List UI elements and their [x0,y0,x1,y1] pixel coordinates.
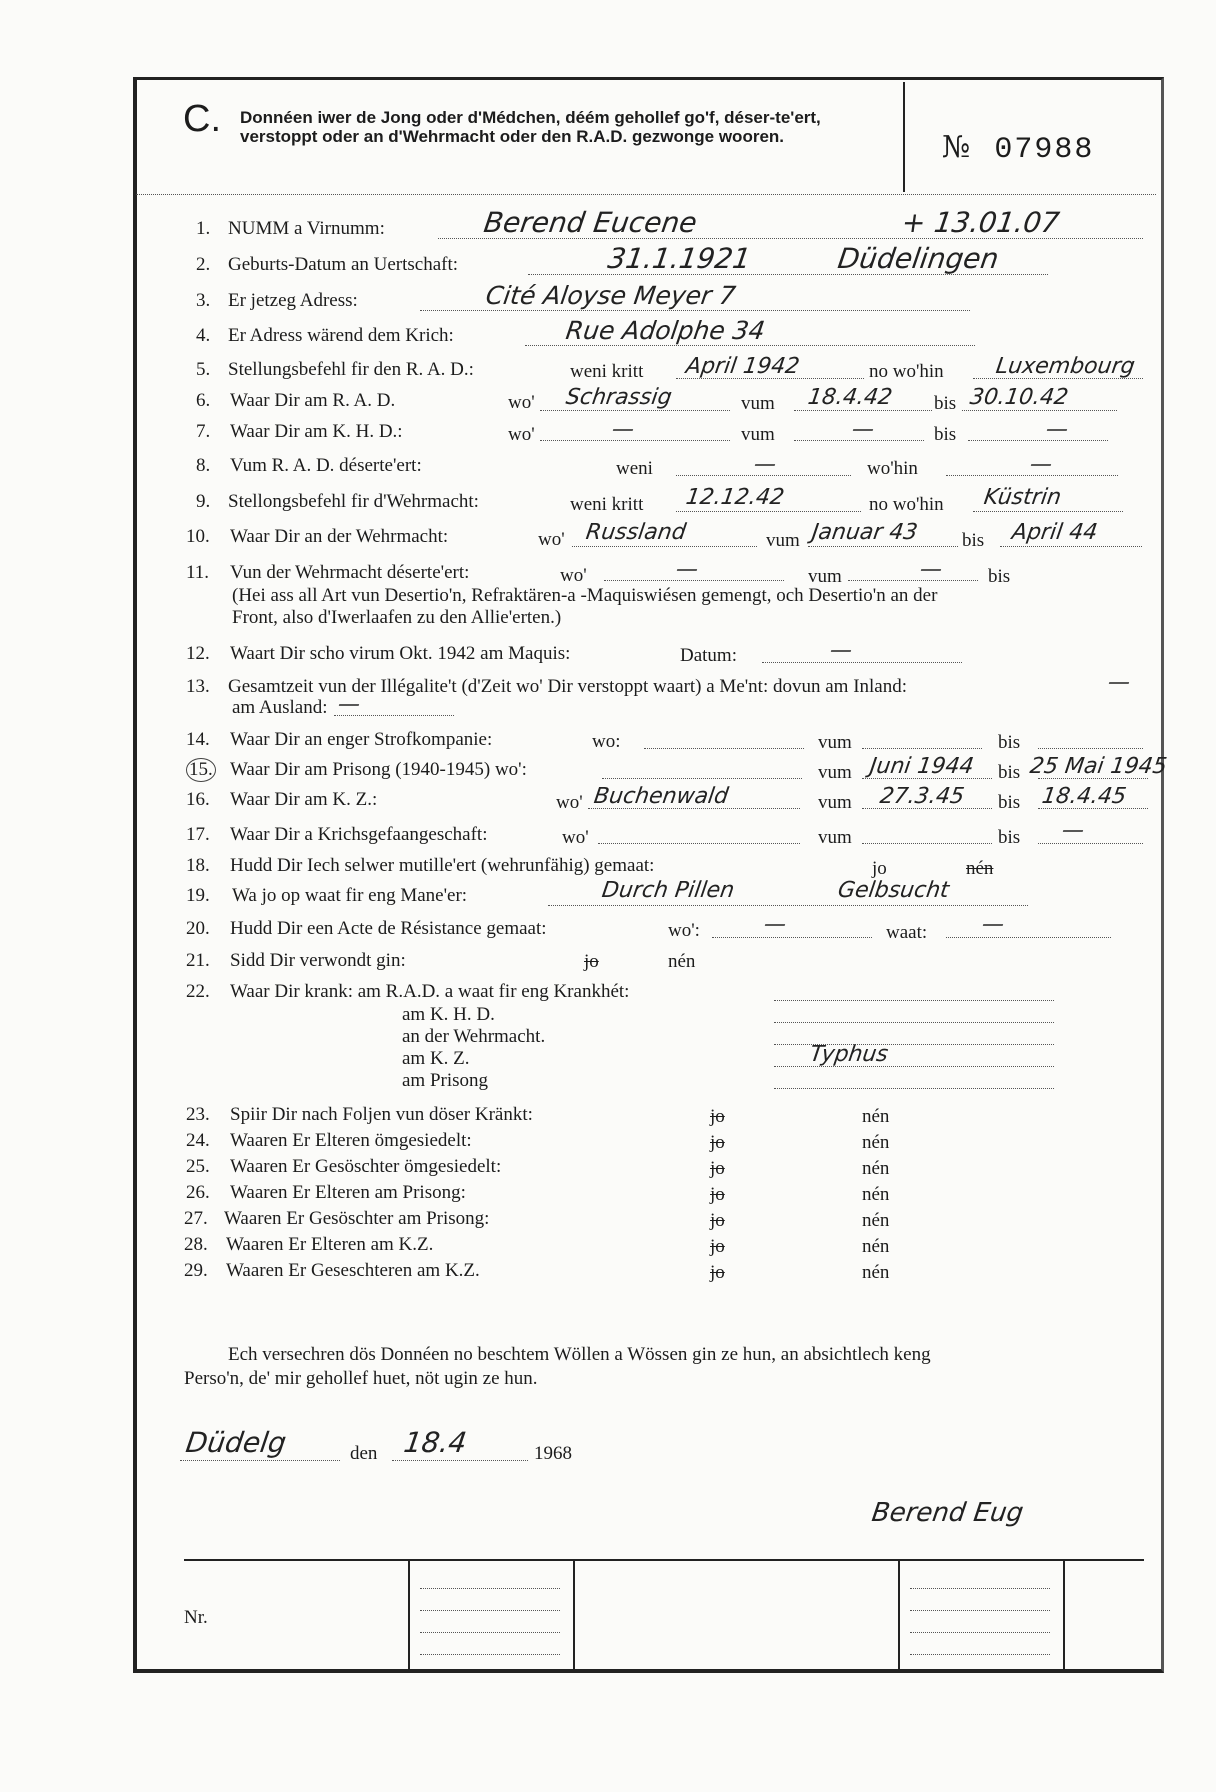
row-10-label: Waar Dir an der Wehrmacht: [230,526,449,547]
row-24-jo: jo [710,1132,725,1153]
row-6-to: 30.10.42 [968,385,1070,410]
row-6-where: Schrassig [564,385,674,410]
row-11-num: 11. [186,562,210,583]
form-title: Donnéen iwer de Jong oder d'Médchen, déém gehollef go'f, déser-te'ert, verstoppt oder an d'Wehrmacht oder den R.A.D. gezwonge wooren. [240,108,821,146]
row-15-where-line [602,778,802,779]
row-20-num: 20. [186,918,210,939]
row-11-from-dash: — [918,557,944,582]
row-14-from-line [862,748,982,749]
row-10-to: April 44 [1010,520,1100,545]
row-13-num: 13. [186,676,210,697]
row-10-vum: vum [766,530,800,551]
row-14-to-line [1038,748,1143,749]
row-5-where: Luxembourg [994,354,1137,379]
row-11-where-dash: — [674,557,700,582]
row-6-vum: vum [741,393,775,414]
row-7-where-dash: — [610,417,636,442]
row-15-label: Waar Dir am Prisong (1940-1945) wo': [230,759,527,780]
row-4-address: Rue Adolphe 34 [564,316,767,345]
row-19-label: Wa jo op waat fir eng Mane'er: [232,885,468,906]
row-6-from: 18.4.42 [806,385,894,410]
row-27-label: Waaren Er Gesöschter am Prisong: [224,1208,490,1229]
row-1-label: NUMM a Virnumm: [228,218,385,239]
row-23-label: Spiir Dir nach Foljen vun döser Kränkt: [230,1104,533,1125]
row-16-bis: bis [998,792,1021,813]
row-19-method: Durch Pillen [600,878,736,903]
row-17-wo: wo' [562,827,589,848]
row-25-nen: nén [862,1158,890,1179]
row-9-num: 9. [196,491,211,512]
row-21-nen: nén [668,951,696,972]
row-9-weni: weni kritt [570,494,644,515]
row-22-sub-khd: am K. H. D. [402,1004,495,1025]
row-7-where-line [540,440,730,441]
row-7-to-line [968,440,1108,441]
row-1-name: Berend Eucene [481,206,700,239]
row-17-vum: vum [818,827,852,848]
row-26-label: Waaren Er Elteren am Prisong: [230,1182,466,1203]
row-7-label: Waar Dir am K. H. D.: [230,421,403,442]
row-22-khd-line [774,1022,1054,1023]
row-26-nen: nén [862,1184,890,1205]
row-28-nen: nén [862,1236,890,1257]
row-24-label: Waaren Er Elteren ömgesiedelt: [230,1130,472,1151]
signature: Berend Eug [869,1498,1026,1528]
footer-dots-b2 [910,1610,1050,1611]
row-26-num: 26. [186,1182,210,1203]
row-12-datum: Datum: [680,645,737,666]
row-8-label: Vum R. A. D. déserte'ert: [230,455,422,476]
row-10-bis: bis [962,530,985,551]
footer-col-2 [573,1561,575,1670]
row-7-from-dash: — [850,417,876,442]
row-20-waat-line [946,937,1111,938]
row-8-when-dash: — [752,452,778,477]
footer-col-4 [1063,1561,1065,1670]
declaration-line-1: Ech versechren dös Donnéen no beschtem Wöllen a Wössen gin ze hun, an absichtlech keng [228,1344,931,1365]
row-18-num: 18. [186,855,210,876]
row-5-weni: weni kritt [570,361,644,382]
row-16-num: 16. [186,789,210,810]
row-18-label: Hudd Dir Iech selwer mutille'ert (wehrunfähig) gemaat: [230,855,655,876]
row-9-when: 12.12.42 [684,485,786,510]
row-19-num: 19. [186,885,210,906]
row-17-from-line [862,843,992,844]
footer-dots-a1 [420,1588,560,1589]
row-10-num: 10. [186,526,210,547]
footer-dots-a2 [420,1610,560,1611]
row-10-from: Januar 43 [810,520,920,545]
row-22-sub-prisong: am Prisong [402,1070,489,1091]
row-11-vum: vum [808,566,842,587]
row-2-birth-place: Düdelingen [835,242,1001,275]
row-12-line [762,662,962,663]
form-number [942,130,1094,167]
place-line [180,1460,340,1461]
row-29-nen: nén [862,1262,890,1283]
footer-dots-a4 [420,1654,560,1655]
row-11-note-1: (Hei ass all Art vun Desertio'n, Refraktären-a -Maquiswiésen gemengt, och Desertio'n an der [232,585,938,606]
declaration-line-2: Perso'n, de' mir gehollef huet, nöt ugin ze hun. [184,1368,538,1389]
row-17-where-line [598,843,800,844]
row-17-to-dash: — [1060,818,1086,843]
row-27-num: 27. [184,1208,208,1229]
row-2-label: Geburts-Datum an Uertschaft: [228,254,459,275]
date-line [392,1460,528,1461]
row-5-num: 5. [196,359,211,380]
row-7-to-dash: — [1044,417,1070,442]
row-27-nen: nén [862,1210,890,1231]
row-28-jo: jo [710,1236,725,1257]
row-4-num: 4. [196,325,211,346]
row-29-jo: jo [710,1262,725,1283]
row-22-num: 22. [186,981,210,1002]
row-10-where: Russland [584,520,688,545]
row-22-kz-illness: Typhus [808,1042,890,1067]
row-11-wo: wo' [560,565,587,586]
row-15-num-circle: 15. [186,758,216,782]
row-29-num: 29. [184,1260,208,1281]
row-11-from-line [848,580,978,581]
footer-dots-b4 [910,1654,1050,1655]
signature-place: Düdelg [183,1426,289,1459]
row-21-jo: jo [584,951,599,972]
footer-col-3 [898,1561,900,1670]
row-14-wo: wo: [592,731,621,752]
row-22-rad-line [774,1000,1054,1001]
row-7-bis: bis [934,424,957,445]
row-15-bis: bis [998,762,1021,783]
row-1-num: 1. [196,218,211,239]
row-16-vum: vum [818,792,852,813]
row-14-where-line [644,748,804,749]
row-6-label: Waar Dir am R. A. D. [230,390,396,411]
row-7-num: 7. [196,421,211,442]
row-14-vum: vum [818,732,852,753]
row-25-jo: jo [710,1158,725,1179]
row-13-inland-dash: — [1106,670,1132,695]
row-22-sub-kz: am K. Z. [402,1048,470,1069]
row-18-nen: nén [966,858,994,879]
row-11-label: Vun der Wehrmacht déserte'ert: [230,562,470,583]
row-8-where-dash: — [1028,452,1054,477]
header-divider [903,82,905,192]
row-15-num [186,758,216,782]
row-11-bis: bis [988,566,1011,587]
row-28-label: Waaren Er Elteren am K.Z. [226,1234,434,1255]
row-9-label: Stellongsbefehl fir d'Wehrmacht: [228,491,479,512]
row-21-num: 21. [186,950,210,971]
row-20-waat: waat: [886,922,928,943]
row-14-bis: bis [998,732,1021,753]
row-3-label: Er jetzeg Adress: [228,290,358,311]
row-16-from: 27.3.45 [878,784,966,809]
row-23-jo: jo [710,1106,725,1127]
header-separator [136,194,1156,195]
row-5-when: April 1942 [684,354,802,379]
row-24-num: 24. [186,1130,210,1151]
row-23-num: 23. [186,1104,210,1125]
row-12-label: Waart Dir scho virum Okt. 1942 am Maquis: [230,643,571,664]
section-letter: C. [183,98,221,140]
footer-dots-b3 [910,1632,1050,1633]
signature-date: 18.4 [401,1426,469,1459]
row-20-waat-dash: — [980,912,1006,937]
row-21-label: Sidd Dir verwondt gin: [230,950,406,971]
den-label: den [350,1443,378,1464]
row-16-where: Buchenwald [592,784,730,809]
form-number-value: 07988 [994,133,1095,167]
footer-col-1 [408,1561,410,1670]
row-5-label: Stellungsbefehl fir den R. A. D.: [228,359,474,380]
row-29-label: Waaren Er Geseschteren am K.Z. [226,1260,480,1281]
row-14-label: Waar Dir an enger Strofkompanie: [230,729,493,750]
row-6-wo: wo' [508,392,535,413]
row-3-address: Cité Aloyse Meyer 7 [484,281,738,310]
number-symbol: № [942,130,973,165]
row-17-bis: bis [998,827,1021,848]
row-20-where-line [712,937,872,938]
row-25-num: 25. [186,1156,210,1177]
row-15-vum: vum [818,762,852,783]
footer-dots-b1 [910,1588,1050,1589]
year-label: 1968 [534,1443,572,1464]
row-8-wohin: wo'hin [867,458,918,479]
row-22-sub-wehrmacht: an der Wehrmacht. [402,1026,546,1047]
row-15-from: Juni 1944 [868,754,976,779]
row-4-label: Er Adress wärend dem Krich: [228,325,454,346]
row-7-wo: wo' [508,424,535,445]
row-17-label: Waar Dir a Krichsgefaangeschaft: [230,824,488,845]
row-2-birth-date: 31.1.1921 [605,242,753,275]
row-17-num: 17. [186,824,210,845]
row-1-death-date: + 13.01.07 [899,206,1062,239]
row-20-label: Hudd Dir een Acte de Résistance gemaat: [230,918,547,939]
row-13-ausland-dash: — [336,692,362,717]
row-6-num: 6. [196,390,211,411]
row-8-weni: weni [616,458,653,479]
row-7-vum: vum [741,424,775,445]
row-18-jo: jo [872,858,887,879]
row-13-label-2: am Ausland: [232,697,328,718]
row-23-nen: nén [862,1106,890,1127]
row-3-num: 3. [196,290,211,311]
row-26-jo: jo [710,1184,725,1205]
row-16-to: 18.4.45 [1040,784,1128,809]
row-22-prisong-line [774,1088,1054,1089]
row-12-dash: — [828,638,854,663]
row-9-where: Küstrin [982,485,1063,510]
row-12-num: 12. [186,643,210,664]
row-16-wo: wo' [556,792,583,813]
row-10-wo: wo' [538,529,565,550]
row-13-label: Gesamtzeit vun der Illégalite't (d'Zeit wo' Dir verstoppt waart) a Me'nt: dovun am Inland: [228,676,908,697]
row-20-wo: wo': [668,920,700,941]
row-27-jo: jo [710,1210,725,1231]
row-19-method-2: Gelbsucht [836,878,951,903]
row-24-nen: nén [862,1132,890,1153]
row-20-where-dash: — [762,912,788,937]
footer-top-rule [184,1559,1144,1561]
row-5-wohin: no wo'hin [869,361,944,382]
row-14-num: 14. [186,729,210,750]
row-15-to: 25 Mai 1945 [1028,754,1169,779]
row-17-to-line [1038,843,1143,844]
row-2-num: 2. [196,254,211,275]
row-8-num: 8. [196,455,211,476]
footer-nr-label: Nr. [184,1607,208,1628]
row-9-wohin: no wo'hin [869,494,944,515]
footer-dots-a3 [420,1632,560,1633]
row-11-note-2: Front, also d'Iwerlaafen zu den Allie'erten.) [232,607,562,628]
row-25-label: Waaren Er Gesöschter ömgesiedelt: [230,1156,502,1177]
row-22-label: Waar Dir krank: am R.A.D. a waat fir eng Krankhét: [230,981,630,1002]
row-28-num: 28. [184,1234,208,1255]
row-16-label: Waar Dir am K. Z.: [230,789,378,810]
row-6-bis: bis [934,393,957,414]
